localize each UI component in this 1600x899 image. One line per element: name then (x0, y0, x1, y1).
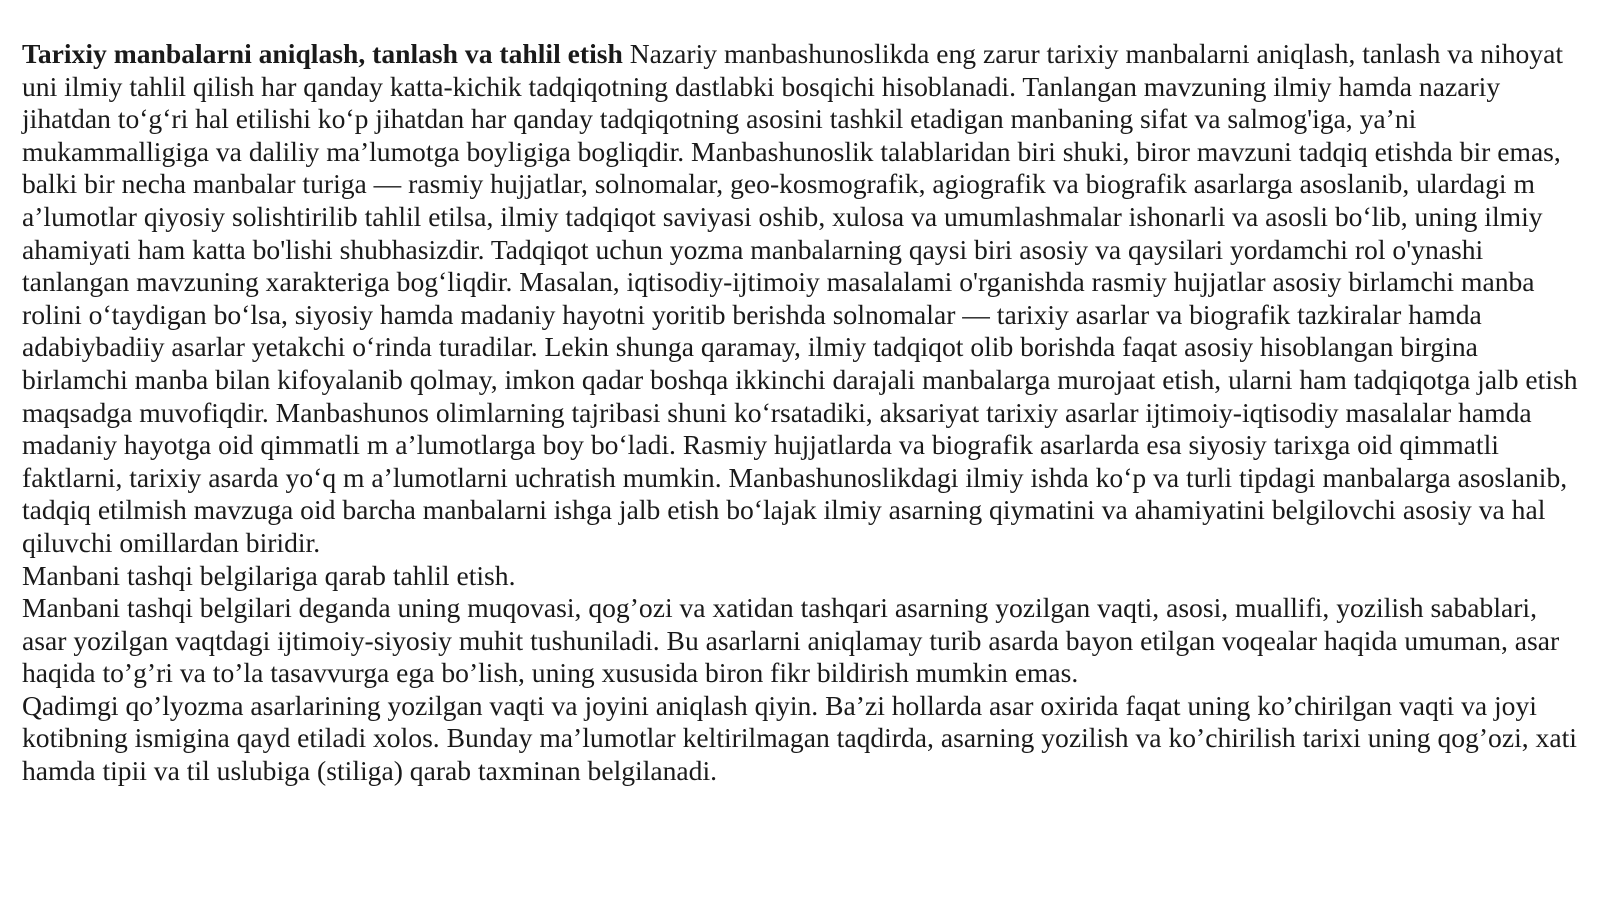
subheading: Manbani tashqi belgilariga qarab tahlil etish. (22, 559, 516, 591)
intro-paragraph (22, 38, 1578, 560)
paragraph-dating-manuscripts: Qadimgi qo’lyozma asarlarining yozilgan vaqti va joyini aniqlash qiyin. Ba’zi hollarda asar oxirida faqat uning ko’chirilgan vaqti va joyi kotibning ismigina qayd etiladi xolos. Bunday ma’lumotlar keltirilmagan taqdirda, asarning yozilish va ko’chirilish tarixi uning qog’ozi, xati hamda tipii va til uslubiga (stiliga) qarab taxminan belgilanadi. (22, 689, 1577, 787)
intro-text: Nazariy manbashunoslikda eng zarur tarixiy manbalarni aniqlash, tanlash va nihoyat uni ilmiy tahlil qilish har qanday katta-kichik tadqiqotning dastlabki bosqichi hisoblanadi. Tanlangan mavzuning ilmiy hamda nazariy jihatdan to‘g‘ri hal etilishi ko‘p jihatdan har qanday tadqiqotning asosini tashkil etadigan manbaning sifat va salmog'iga, ya’ni mukammalligiga va daliliy ma’lumotga boyligiga bogliqdir. Manbashunoslik talablaridan biri shuki, biror mavzuni tadqiq etishda bir emas, balki bir necha manbalar turiga — rasmiy hujjatlar, solnomalar, geo-kosmografik, agiografik va biografik asarlarga asoslanib, ulardagi m a’lumotlar qiyosiy solishtirilib tahlil etilsa, ilmiy tadqiqot saviyasi oshib, xulosa va umumlashmalar ishonarli va asosli bo‘lib, uning ilmiy ahamiyati ham katta bo'lishi shubhasizdir. Tadqiqot uchun yozma manbalarning qaysi biri asosiy va qaysilari yordamchi rol o'ynashi tanlangan mavzuning xarakteriga bog‘liqdir. Masalan, iqtisodiy-ijtimoiy masalalami o'rganishda rasmiy hujjatlar asosiy birlamchi manba rolini o‘taydigan bo‘lsa, siyosiy hamda madaniy hayotni yoritib berishda solnomalar — tarixiy asarlar va biografik tazkiralar hamda adabiybadiiy asarlar yetakchi o‘rinda turadilar. Lekin shunga qaramay, ilmiy tadqiqot olib borishda faqat asosiy hisoblangan birgina birlamchi manba bilan kifoyalanib qolmay, imkon qadar boshqa ikkinchi darajali manbalarga murojaat etish, ularni ham tadqiqotga jalb etish maqsadga muvofiqdir. Manbashunos olimlarning tajribasi shuni ko‘rsatadiki, aksariyat tarixiy asarlar ijtimoiy-iqtisodiy masalalar hamda madaniy hayotga oid qimmatli m a’lumotlarga boy bo‘ladi. Rasmiy hujjatlarda va biografik asarlarda esa siyosiy tarixga oid qimmatli faktlarni, tarixiy asarda yo‘q m a’lumotlarni uchratish mumkin. Manbashunoslikdagi ilmiy ishda ko‘p va turli tipdagi manbalarga asoslanib, tadqiq etilmish mavzuga oid barcha manbalarni ishga jalb etish bo‘lajak ilmiy asarning qiymatini va ahamiyatini belgilovchi asosiy va hal qiluvchi omillardan biridir. (22, 38, 1578, 558)
document-page (22, 38, 1578, 788)
section-heading: Tarixiy manbalarni aniqlash, tanlash va tahlil etish (22, 38, 623, 69)
paragraph-external-features: Manbani tashqi belgilari deganda uning muqovasi, qog’ozi va xatidan tashqari asarning yozilgan vaqti, asosi, muallifi, yozilish sabablari, asar yozilgan vaqtdagi ijtimoiy-siyosiy muhit tushuniladi. Bu asarlarni aniqlamay turib asarda bayon etilgan voqealar haqida umuman, asar haqida to’g’ri va to’la tasavvurga ega bo’lish, uning xususida biron fikr bildirish mumkin emas. (22, 592, 1560, 689)
